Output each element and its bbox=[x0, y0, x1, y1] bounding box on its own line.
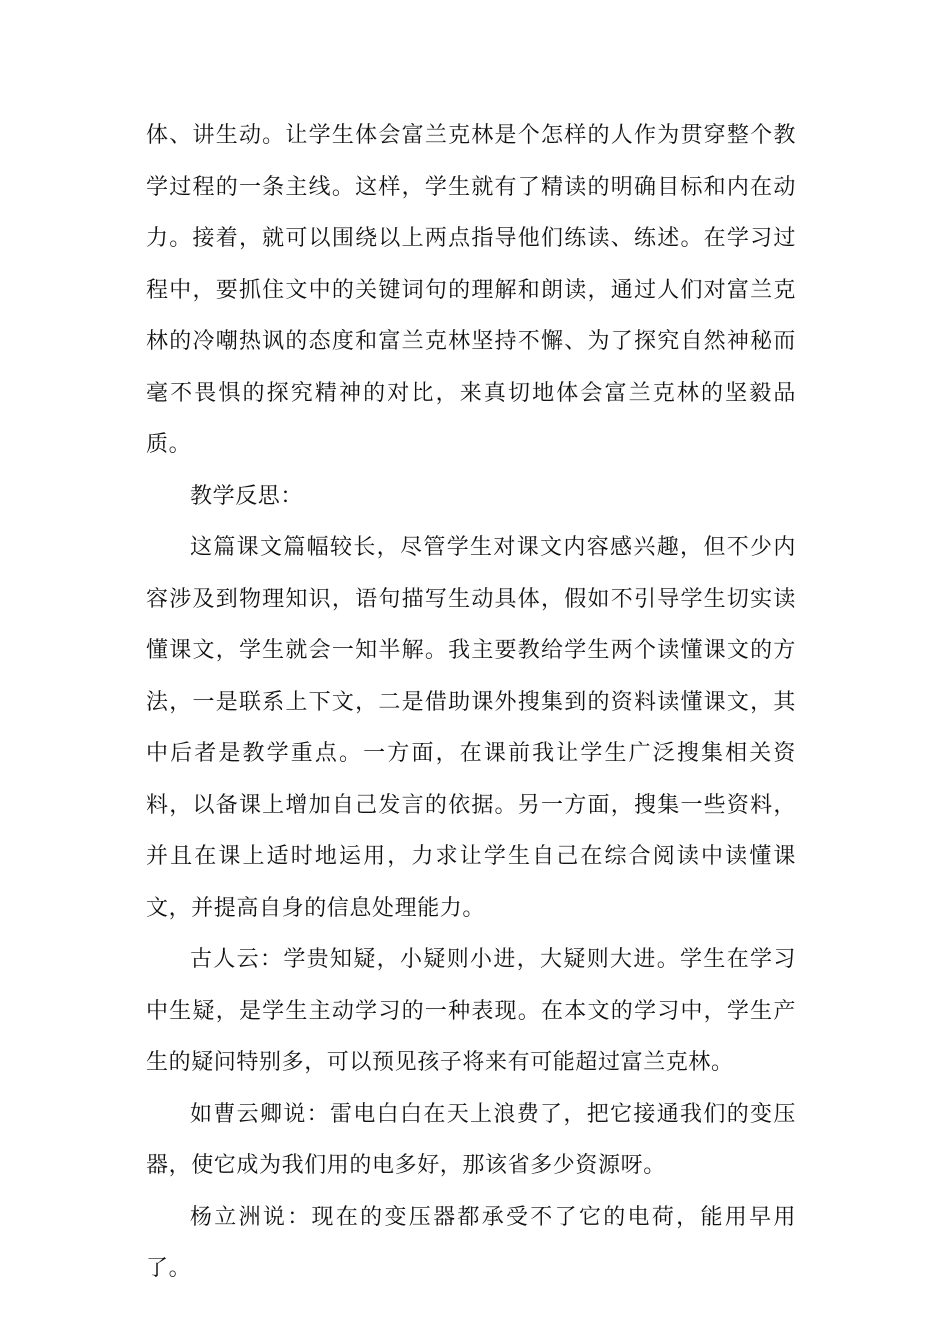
paragraph-reflection-methods: 这篇课文篇幅较长，尽管学生对课文内容感兴趣，但不少内容涉及到物理知识，语句描写生动具体，假如不引导学生切实读懂课文，学生就会一知半解。我主要教给学生两个读懂课文的方法，一是联系上下文，二是借助课外搜集到的资料读懂课文，其中后者是教学重点。一方面，在课前我让学生广泛搜集相关资料，以备课上增加自己发言的依据。另一方面，搜集一些资料，并且在课上适时地运用，力求让学生自己在综合阅读中读懂课文，并提高自身的信息处理能力。 bbox=[146, 535, 796, 921]
paragraph-intro-continuation: 体、讲生动。让学生体会富兰克林是个怎样的人作为贯穿整个教学过程的一条主线。这样，学生就有了精读的明确目标和内在动力。接着，就可以围绕以上两点指导他们练读、练述。在学习过程中，要抓住文中的关键词句的理解和朗读，通过人们对富兰克林的冷嘲热讽的态度和富兰克林坚持不懈、为了探究自然神秘而毫不畏惧的探究精神的对比，来真切地体会富兰克林的坚毅品质。 bbox=[146, 123, 796, 457]
paragraph-student-quote-yang: 杨立洲说：现在的变压器都承受不了它的电荷，能用早用了。 bbox=[146, 1204, 796, 1281]
paragraph-reflection-heading: 教学反思： bbox=[190, 483, 304, 509]
paragraph-reflection-questions: 古人云：学贵知疑，小疑则小进，大疑则大进。学生在学习中生疑，是学生主动学习的一种表现。在本文的学习中，学生产生的疑问特别多，可以预见孩子将来有可能超过富兰克林。 bbox=[146, 947, 796, 1075]
paragraph-student-quote-cao: 如曹云卿说：雷电白白在天上浪费了，把它接通我们的变压器，使它成为我们用的电多好，那该省多少资源呀。 bbox=[146, 1101, 796, 1178]
document-body bbox=[146, 110, 796, 1295]
